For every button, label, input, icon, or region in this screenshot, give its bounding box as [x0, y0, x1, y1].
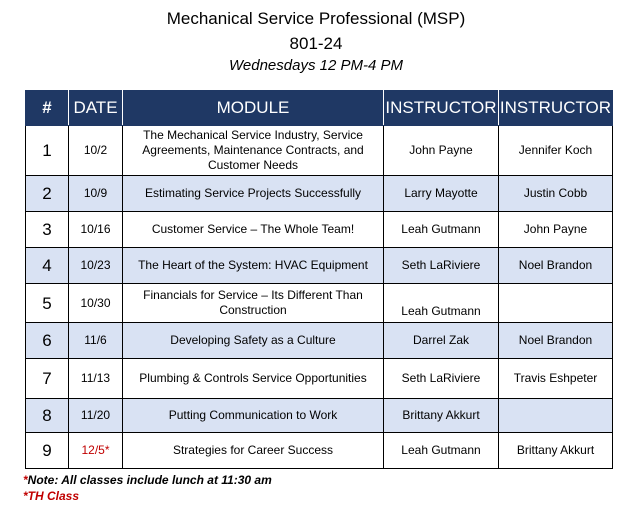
column-header-instructor-2: INSTRUCTOR: [499, 91, 613, 126]
row-number: 9: [26, 433, 69, 469]
row-module: Estimating Service Projects Successfully: [123, 176, 384, 212]
table-row: [26, 433, 613, 469]
lunch-note-text: Note: All classes include lunch at 11:30 am: [27, 473, 272, 487]
lunch-note: [23, 473, 272, 487]
row-instructor-1: Darrel Zak: [384, 323, 499, 359]
row-instructor-2: Justin Cobb: [499, 176, 613, 212]
row-module: The Heart of the System: HVAC Equipment: [123, 248, 384, 284]
row-instructor-2: Noel Brandon: [499, 323, 613, 359]
row-date: 10/23: [69, 248, 123, 284]
row-number: 2: [26, 176, 69, 212]
row-date: 10/30: [69, 284, 123, 323]
schedule-table: [25, 90, 613, 469]
th-class-note: *TH Class: [23, 489, 80, 503]
table-row: [26, 284, 613, 323]
schedule-subtitle: Wednesdays 12 PM-4 PM: [229, 57, 403, 74]
row-module: The Mechanical Service Industry, Service Agreements, Maintenance Contracts, and Customer Needs: [123, 126, 384, 176]
row-instructor-1: Leah Gutmann: [384, 212, 499, 248]
row-instructor-2: [499, 399, 613, 433]
row-instructor-2: John Payne: [499, 212, 613, 248]
row-date: 11/6: [69, 323, 123, 359]
column-header-instructor-1: INSTRUCTOR: [384, 91, 499, 126]
column-header-module: MODULE: [123, 91, 384, 126]
table-row: [26, 248, 613, 284]
row-number: 8: [26, 399, 69, 433]
course-code: 801-24: [289, 34, 343, 53]
row-module: Financials for Service – Its Different Than Construction: [123, 284, 384, 323]
row-module: Strategies for Career Success: [123, 433, 384, 469]
table-row: [26, 399, 613, 433]
row-instructor-2: Noel Brandon: [499, 248, 613, 284]
row-module: Putting Communication to Work: [123, 399, 384, 433]
table-row: [26, 126, 613, 176]
row-module: Plumbing & Controls Service Opportunities: [123, 359, 384, 399]
row-instructor-1: Seth LaRiviere: [384, 359, 499, 399]
row-number: 7: [26, 359, 69, 399]
column-header-number: #: [26, 91, 69, 126]
row-instructor-1: Leah Gutmann: [384, 433, 499, 469]
row-instructor-1: Larry Mayotte: [384, 176, 499, 212]
row-module: Customer Service – The Whole Team!: [123, 212, 384, 248]
table-row: [26, 323, 613, 359]
row-number: 1: [26, 126, 69, 176]
row-number: 4: [26, 248, 69, 284]
row-instructor-2: Jennifer Koch: [499, 126, 613, 176]
table-row: [26, 359, 613, 399]
row-date: 10/16: [69, 212, 123, 248]
column-header-date: DATE: [69, 91, 123, 126]
row-instructor-1: Brittany Akkurt: [384, 399, 499, 433]
table-header-row: [26, 91, 613, 126]
row-date: 11/13: [69, 359, 123, 399]
row-date: 11/20: [69, 399, 123, 433]
row-number: 6: [26, 323, 69, 359]
row-instructor-2: [499, 284, 613, 323]
row-date: 12/5*: [69, 433, 123, 469]
note-asterisk: *: [23, 473, 28, 487]
row-date: 10/9: [69, 176, 123, 212]
row-number: 3: [26, 212, 69, 248]
row-instructor-1: Seth LaRiviere: [384, 248, 499, 284]
table-row: [26, 212, 613, 248]
row-instructor-1: John Payne: [384, 126, 499, 176]
row-date: 10/2: [69, 126, 123, 176]
document-title: Mechanical Service Professional (MSP): [166, 9, 466, 28]
table-row: [26, 176, 613, 212]
row-number: 5: [26, 284, 69, 323]
row-instructor-2: Brittany Akkurt: [499, 433, 613, 469]
row-module: Developing Safety as a Culture: [123, 323, 384, 359]
row-instructor-2: Travis Eshpeter: [499, 359, 613, 399]
row-instructor-1: Leah Gutmann: [384, 284, 499, 323]
